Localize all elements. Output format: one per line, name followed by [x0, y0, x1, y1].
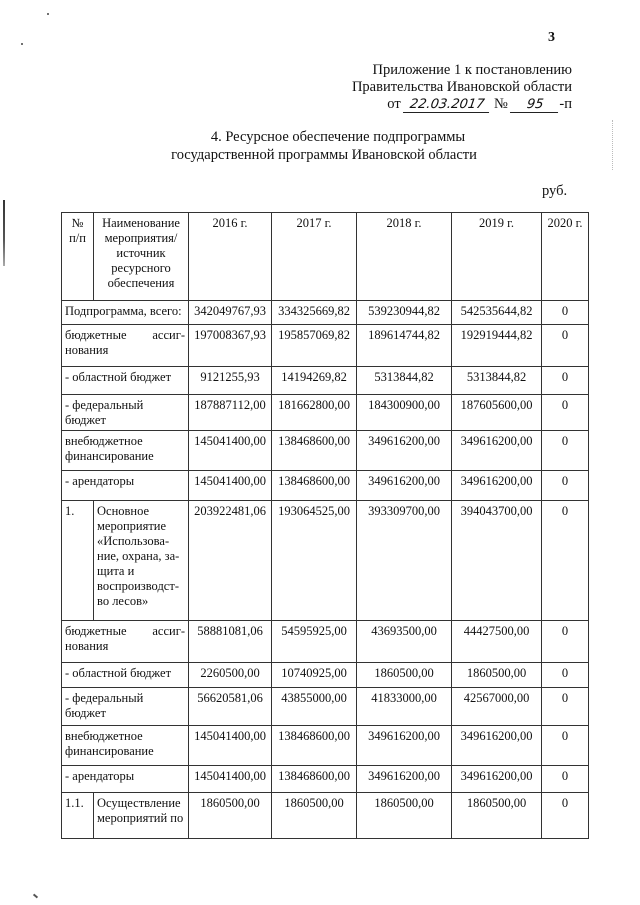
cell-2019: 394043700,00 [452, 501, 542, 621]
row-name [62, 395, 189, 431]
cell-2017: 334325669,82 [272, 301, 357, 325]
cell-2018: 41833000,00 [357, 688, 452, 726]
cell-2017: 181662800,00 [272, 395, 357, 431]
cell-2020: 0 [542, 301, 589, 325]
table-row [62, 621, 589, 663]
cell-2019: 1860500,00 [452, 663, 542, 688]
table-row [62, 501, 589, 621]
table-row [62, 431, 589, 471]
row-name [62, 688, 189, 726]
section-title-line-1: 4. Ресурсное обеспечение подпрограммы [210, 129, 466, 145]
cell-2016: 2260500,00 [189, 663, 272, 688]
appendix-line-2: Правительства Ивановской области [351, 79, 572, 95]
cell-2019: 44427500,00 [452, 621, 542, 663]
cell-2019: 192919444,82 [452, 325, 542, 367]
row-name-part: нования [65, 639, 109, 653]
table-row [62, 301, 589, 325]
cell-2020: 0 [542, 766, 589, 793]
decree-date: 22.03.2017 [403, 98, 491, 113]
row-num: 1.1. [62, 793, 94, 839]
row-name-text: внебюджетное финансирование [65, 729, 154, 758]
resource-table [61, 212, 589, 839]
appendix-header [352, 62, 572, 113]
cell-2018: 539230944,82 [357, 301, 452, 325]
table-row [62, 471, 589, 501]
row-name-part: ассиг- [152, 624, 185, 638]
cell-2017: 138468600,00 [272, 726, 357, 766]
cell-2017: 138468600,00 [272, 431, 357, 471]
cell-2019: 542535644,82 [452, 301, 542, 325]
cell-2017: 195857069,82 [272, 325, 357, 367]
cell-2018: 393309700,00 [357, 501, 452, 621]
cell-2020: 0 [542, 793, 589, 839]
cell-2019: 349616200,00 [452, 431, 542, 471]
row-name: - областной бюджет [62, 663, 189, 688]
section-title [0, 128, 640, 164]
cell-2018: 184300900,00 [357, 395, 452, 431]
row-name: Подпрограмма, всего: [62, 301, 189, 325]
header-2016: 2016 г. [189, 213, 272, 301]
scan-speck [33, 894, 38, 899]
row-name-part: нования [65, 343, 109, 357]
row-name-part: бюджетные [65, 624, 127, 638]
header-2017: 2017 г. [272, 213, 357, 301]
cell-2020: 0 [542, 501, 589, 621]
cell-2020: 0 [542, 325, 589, 367]
cell-2018: 5313844,82 [357, 367, 452, 395]
row-name [62, 726, 189, 766]
cell-2020: 0 [542, 395, 589, 431]
cell-2018: 349616200,00 [357, 766, 452, 793]
cell-2016: 145041400,00 [189, 726, 272, 766]
cell-2018: 349616200,00 [357, 471, 452, 501]
row-name: Осуществление мероприятий по [94, 793, 189, 839]
table-row [62, 663, 589, 688]
cell-2017: 54595925,00 [272, 621, 357, 663]
cell-2016: 145041400,00 [189, 471, 272, 501]
cell-2019: 42567000,00 [452, 688, 542, 726]
page-number: 3 [548, 30, 555, 45]
row-name-part: ассиг- [152, 328, 185, 342]
row-name: Основное мероприятие «Использова-ние, охрана, за-щита и воспроизводст-во лесов» [94, 501, 189, 621]
table-row [62, 793, 589, 839]
appendix-line-1: Приложение 1 к постановлению [372, 62, 572, 78]
cell-2016: 203922481,06 [189, 501, 272, 621]
number-suffix: -п [559, 96, 572, 112]
scan-speck [47, 13, 49, 15]
cell-2019: 1860500,00 [452, 793, 542, 839]
table-row [62, 367, 589, 395]
cell-2020: 0 [542, 431, 589, 471]
header-2019: 2019 г. [452, 213, 542, 301]
cell-2016: 56620581,06 [189, 688, 272, 726]
cell-2016: 9121255,93 [189, 367, 272, 395]
row-name-text: - федеральный бюджет [65, 691, 144, 720]
cell-2017: 10740925,00 [272, 663, 357, 688]
row-name: - областной бюджет [62, 367, 189, 395]
cell-2018: 1860500,00 [357, 663, 452, 688]
cell-2017: 138468600,00 [272, 471, 357, 501]
table-row [62, 325, 589, 367]
cell-2016: 187887112,00 [189, 395, 272, 431]
currency-unit: руб. [542, 183, 568, 199]
from-label: от [387, 96, 401, 112]
cell-2019: 349616200,00 [452, 726, 542, 766]
number-label: № [493, 96, 508, 112]
appendix-line-3 [352, 96, 572, 113]
cell-2017: 138468600,00 [272, 766, 357, 793]
cell-2017: 14194269,82 [272, 367, 357, 395]
row-name [62, 431, 189, 471]
binding-mark [3, 200, 5, 266]
row-name-part: бюджетные [65, 328, 127, 342]
cell-2017: 1860500,00 [272, 793, 357, 839]
cell-2018: 189614744,82 [357, 325, 452, 367]
table-row [62, 395, 589, 431]
cell-2017: 193064525,00 [272, 501, 357, 621]
table-row [62, 688, 589, 726]
scan-speck [21, 43, 23, 45]
header-name: Наименование мероприятия/ источник ресурсного обеспечения [94, 213, 189, 301]
cell-2018: 1860500,00 [357, 793, 452, 839]
cell-2020: 0 [542, 663, 589, 688]
row-name-text: внебюджетное финансирование [65, 434, 154, 463]
cell-2016: 342049767,93 [189, 301, 272, 325]
cell-2016: 145041400,00 [189, 766, 272, 793]
header-2020: 2020 г. [542, 213, 589, 301]
cell-2019: 349616200,00 [452, 471, 542, 501]
cell-2020: 0 [542, 471, 589, 501]
table-row [62, 766, 589, 793]
cell-2020: 0 [542, 621, 589, 663]
row-name [62, 325, 189, 367]
cell-2019: 349616200,00 [452, 766, 542, 793]
section-title-line-2: государственной программы Ивановской области [171, 147, 477, 163]
row-name-text: - федеральный бюджет [65, 398, 144, 427]
header-num: № п/п [62, 213, 94, 301]
cell-2016: 1860500,00 [189, 793, 272, 839]
cell-2019: 187605600,00 [452, 395, 542, 431]
cell-2020: 0 [542, 688, 589, 726]
cell-2017: 43855000,00 [272, 688, 357, 726]
cell-2018: 349616200,00 [357, 726, 452, 766]
row-name [62, 621, 189, 663]
cell-2016: 197008367,93 [189, 325, 272, 367]
cell-2020: 0 [542, 367, 589, 395]
cell-2019: 5313844,82 [452, 367, 542, 395]
cell-2016: 145041400,00 [189, 431, 272, 471]
cell-2018: 349616200,00 [357, 431, 452, 471]
row-name: - арендаторы [62, 471, 189, 501]
row-name: - арендаторы [62, 766, 189, 793]
row-num: 1. [62, 501, 94, 621]
header-2018: 2018 г. [357, 213, 452, 301]
cell-2018: 43693500,00 [357, 621, 452, 663]
table-row [62, 726, 589, 766]
cell-2016: 58881081,06 [189, 621, 272, 663]
cell-2020: 0 [542, 726, 589, 766]
table-header-row [62, 213, 589, 301]
decree-number: 95 [510, 98, 560, 113]
